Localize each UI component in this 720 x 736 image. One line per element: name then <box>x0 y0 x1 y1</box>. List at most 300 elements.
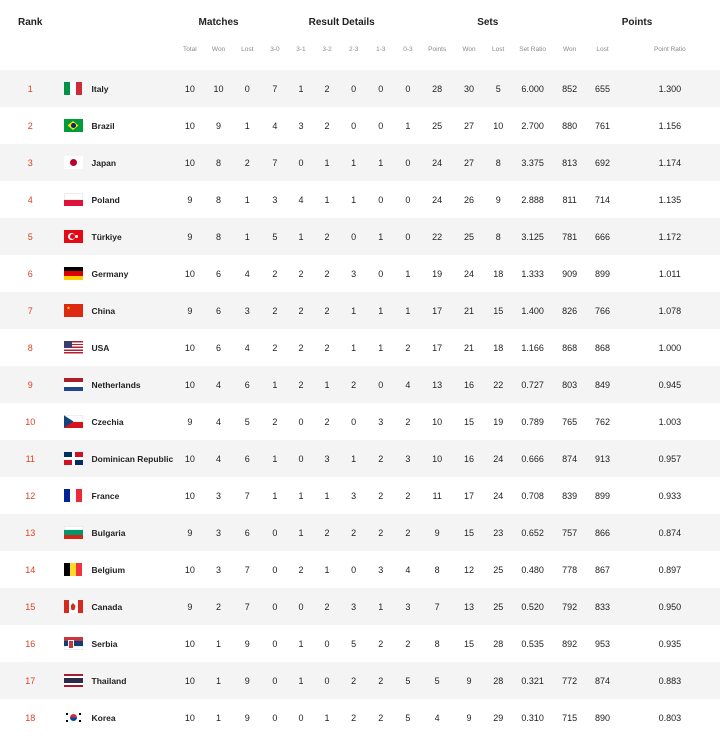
total-matches-cell: 9 <box>187 416 193 427</box>
result-3-1-cell: 0 <box>298 157 304 168</box>
canada-flag-icon <box>64 600 83 613</box>
result-2-3-header: 2-3 <box>348 46 359 53</box>
points-lost-cell: 692 <box>594 157 611 168</box>
total-matches-cell: 10 <box>184 638 195 649</box>
rank-cell: 9 <box>27 379 33 390</box>
points-won-cell: 868 <box>562 342 578 353</box>
matches-lost-cell: 9 <box>244 712 250 723</box>
table-row <box>0 292 720 329</box>
matches-lost-cell: 9 <box>244 638 250 649</box>
result-0-3-cell: 4 <box>405 379 411 390</box>
points-won-cell: 757 <box>562 527 578 538</box>
team-cell <box>61 144 176 181</box>
result-3-1-cell: 2 <box>298 564 304 575</box>
result-2-3-cell: 1 <box>351 305 357 316</box>
sets-won-cell: 12 <box>463 564 474 575</box>
points-lost-cell: 833 <box>594 601 611 612</box>
result-3-1-cell: 0 <box>298 453 304 464</box>
total-matches-cell: 10 <box>184 268 195 279</box>
points-won-header: Won <box>563 46 577 53</box>
table-row <box>0 255 720 292</box>
result-0-3-cell: 2 <box>405 342 411 353</box>
result-0-3-cell: 2 <box>405 490 411 501</box>
rank-cell: 15 <box>25 601 36 612</box>
result-3-1-cell: 1 <box>298 638 304 649</box>
team-name: Thailand <box>91 675 127 686</box>
result-3-0-cell: 2 <box>272 342 278 353</box>
rank-cell: 3 <box>27 157 33 168</box>
team-name: Bulgaria <box>91 527 126 538</box>
team-cell <box>61 366 176 403</box>
points-header: Points <box>621 16 653 28</box>
matches-lost-cell: 1 <box>244 120 250 131</box>
team-cell <box>61 625 176 662</box>
team-cell <box>61 403 176 440</box>
sets-won-cell: 16 <box>463 453 474 464</box>
total-matches-cell: 10 <box>184 379 195 390</box>
sets-won-cell: 15 <box>463 638 474 649</box>
rank-cell: 18 <box>25 712 36 723</box>
point-ratio-cell: 1.172 <box>658 231 682 242</box>
matches-won-cell: 9 <box>216 120 222 131</box>
result-1-3-cell: 2 <box>378 675 384 686</box>
result-points-cell: 17 <box>432 342 443 353</box>
result-points-cell: 19 <box>432 268 443 279</box>
result-3-2-cell: 3 <box>324 453 330 464</box>
result-3-0-cell: 0 <box>272 564 278 575</box>
total-matches-cell: 10 <box>184 675 195 686</box>
blank-subheader <box>0 44 61 70</box>
sets-lost-cell: 29 <box>493 712 504 723</box>
points-won-cell: 792 <box>562 601 578 612</box>
rank-cell: 16 <box>25 638 36 649</box>
team-name: Italy <box>91 83 109 94</box>
result-2-3-cell: 5 <box>351 638 357 649</box>
result-3-2-cell: 1 <box>324 564 330 575</box>
result-0-3-header: 0-3 <box>403 46 413 53</box>
sets-lost-cell: 19 <box>493 416 504 427</box>
total-matches-header: Total <box>183 46 197 53</box>
result-1-3-cell: 0 <box>378 268 384 279</box>
standings-body <box>0 70 720 736</box>
matches-lost-cell: 1 <box>244 194 250 205</box>
result-3-1-cell: 1 <box>298 231 304 242</box>
team-name: Brazil <box>91 120 115 131</box>
points-won-cell: 880 <box>562 120 578 131</box>
point-ratio-cell: 1.003 <box>658 416 682 427</box>
sets-won-cell: 26 <box>463 194 474 205</box>
result-3-1-cell: 3 <box>298 120 304 131</box>
points-lost-cell: 761 <box>594 120 611 131</box>
sets-header: Sets <box>477 16 499 28</box>
matches-lost-cell: 5 <box>244 416 250 427</box>
table-row <box>0 403 720 440</box>
result-3-0-header: 3-0 <box>270 46 280 53</box>
result-3-2-cell: 2 <box>324 83 330 94</box>
point-ratio-cell: 0.935 <box>658 638 682 649</box>
set-ratio-cell: 0.708 <box>521 490 544 501</box>
sets-won-cell: 15 <box>463 416 474 427</box>
points-lost-cell: 899 <box>594 490 611 501</box>
result-3-2-cell: 2 <box>324 305 330 316</box>
result-0-3-cell: 3 <box>405 453 411 464</box>
result-1-3-cell: 2 <box>378 527 384 538</box>
rank-cell: 4 <box>27 194 33 205</box>
result-2-3-cell: 0 <box>351 120 357 131</box>
czechia-flag-icon <box>64 415 83 428</box>
matches-won-cell: 1 <box>216 712 222 723</box>
points-won-cell: 803 <box>562 379 578 390</box>
result-2-3-cell: 2 <box>351 712 357 723</box>
result-3-1-cell: 2 <box>298 268 304 279</box>
set-ratio-cell: 0.666 <box>521 453 544 464</box>
sets-lost-cell: 25 <box>493 601 504 612</box>
matches-lost-header: Lost <box>241 46 254 53</box>
team-cell <box>61 514 176 551</box>
result-2-3-cell: 2 <box>351 527 357 538</box>
result-0-3-cell: 5 <box>405 712 411 723</box>
points-lost-cell: 849 <box>594 379 611 390</box>
rank-cell: 7 <box>27 305 33 316</box>
result-3-2-cell: 2 <box>324 268 330 279</box>
sets-lost-cell: 25 <box>493 564 504 575</box>
point-ratio-cell: 0.933 <box>658 490 682 501</box>
points-won-cell: 781 <box>562 231 578 242</box>
matches-won-cell: 10 <box>213 83 224 94</box>
result-1-3-cell: 2 <box>378 453 384 464</box>
table-row <box>0 588 720 625</box>
germany-flag-icon <box>64 267 83 280</box>
result-3-2-cell: 0 <box>324 675 330 686</box>
result-points-cell: 10 <box>432 453 443 464</box>
result-points-cell: 13 <box>432 379 443 390</box>
team-cell <box>61 662 176 699</box>
points-lost-cell: 890 <box>594 712 611 723</box>
matches-header: Matches <box>198 16 239 28</box>
team-name: USA <box>91 342 110 353</box>
result-1-3-cell: 0 <box>378 194 384 205</box>
result-3-1-cell: 1 <box>298 527 304 538</box>
result-points-cell: 8 <box>434 638 440 649</box>
set-ratio-cell: 0.727 <box>521 379 544 390</box>
result-1-3-cell: 2 <box>378 490 384 501</box>
result-2-3-cell: 3 <box>351 268 357 279</box>
result-0-3-cell: 2 <box>405 638 411 649</box>
result-3-2-cell: 1 <box>324 157 330 168</box>
result-2-3-cell: 3 <box>351 490 357 501</box>
points-lost-cell: 874 <box>594 675 611 686</box>
matches-won-cell: 6 <box>216 268 222 279</box>
table-row <box>0 70 720 107</box>
result-2-3-cell: 1 <box>351 194 357 205</box>
result-3-2-cell: 0 <box>324 638 330 649</box>
team-name: Czechia <box>91 416 124 427</box>
point-ratio-cell: 1.011 <box>658 268 681 279</box>
sets-lost-cell: 8 <box>495 231 501 242</box>
result-1-3-cell: 0 <box>378 83 384 94</box>
result-2-3-cell: 1 <box>351 157 357 168</box>
rank-cell: 1 <box>27 83 33 94</box>
netherlands-flag-icon <box>64 378 83 391</box>
rank-cell: 14 <box>25 564 36 575</box>
table-row <box>0 477 720 514</box>
points-won-cell: 852 <box>562 83 578 94</box>
blank-subheader <box>61 44 176 70</box>
point-ratio-cell: 1.135 <box>658 194 682 205</box>
result-details-header: Result Details <box>308 16 375 28</box>
point-ratio-cell: 0.950 <box>658 601 682 612</box>
turkiye-flag-icon <box>64 230 83 243</box>
result-3-1-cell: 4 <box>298 194 304 205</box>
total-matches-cell: 10 <box>184 342 195 353</box>
matches-lost-cell: 4 <box>244 342 250 353</box>
result-0-3-cell: 1 <box>405 120 411 131</box>
points-lost-cell: 714 <box>594 194 611 205</box>
table-row <box>0 181 720 218</box>
result-1-3-cell: 2 <box>378 638 384 649</box>
table-row <box>0 440 720 477</box>
matches-won-cell: 4 <box>216 416 222 427</box>
japan-flag-icon <box>64 156 83 169</box>
result-1-3-cell: 1 <box>378 305 384 316</box>
matches-lost-cell: 3 <box>244 305 250 316</box>
total-matches-cell: 10 <box>184 83 195 94</box>
rank-cell: 2 <box>27 120 33 131</box>
result-1-3-cell: 3 <box>378 416 384 427</box>
matches-won-cell: 3 <box>216 564 222 575</box>
result-3-1-cell: 1 <box>298 675 304 686</box>
set-ratio-cell: 1.400 <box>521 305 544 316</box>
set-ratio-cell: 0.321 <box>521 675 544 686</box>
rank-cell: 12 <box>25 490 36 501</box>
points-won-cell: 826 <box>562 305 578 316</box>
result-3-2-cell: 2 <box>324 120 330 131</box>
result-3-0-cell: 2 <box>272 305 278 316</box>
points-won-cell: 715 <box>562 712 578 723</box>
point-ratio-cell: 1.078 <box>658 305 682 316</box>
result-0-3-cell: 1 <box>405 268 411 279</box>
team-header <box>61 0 176 44</box>
result-0-3-cell: 4 <box>405 564 411 575</box>
result-3-1-cell: 1 <box>298 83 304 94</box>
result-1-3-cell: 0 <box>378 120 384 131</box>
points-lost-cell: 867 <box>594 564 611 575</box>
matches-won-cell: 6 <box>216 342 222 353</box>
result-points-cell: 7 <box>434 601 440 612</box>
thailand-flag-icon <box>64 674 83 687</box>
set-ratio-cell: 0.520 <box>521 601 544 612</box>
points-lost-cell: 899 <box>594 268 611 279</box>
matches-lost-cell: 1 <box>244 231 250 242</box>
usa-flag-icon <box>64 341 83 354</box>
points-won-cell: 813 <box>562 157 578 168</box>
sets-won-cell: 25 <box>463 231 474 242</box>
points-lost-cell: 913 <box>594 453 611 464</box>
total-matches-cell: 9 <box>187 231 193 242</box>
china-flag-icon <box>64 304 83 317</box>
result-0-3-cell: 3 <box>405 601 411 612</box>
points-lost-cell: 766 <box>594 305 611 316</box>
matches-won-cell: 8 <box>216 194 222 205</box>
result-points-cell: 10 <box>432 416 443 427</box>
result-3-2-cell: 2 <box>324 416 330 427</box>
sets-won-cell: 9 <box>466 712 472 723</box>
team-name: Türkiye <box>91 231 122 242</box>
points-won-cell: 874 <box>562 453 578 464</box>
result-points-cell: 25 <box>432 120 443 131</box>
total-matches-cell: 10 <box>184 453 195 464</box>
point-ratio-cell: 1.000 <box>658 342 682 353</box>
team-cell <box>61 588 176 625</box>
result-0-3-cell: 0 <box>405 157 411 168</box>
result-3-2-cell: 2 <box>324 231 330 242</box>
result-1-3-cell: 1 <box>378 231 384 242</box>
result-2-3-cell: 1 <box>351 342 357 353</box>
team-cell <box>61 107 176 144</box>
points-won-cell: 765 <box>562 416 578 427</box>
point-ratio-cell: 0.874 <box>658 527 682 538</box>
result-3-0-cell: 3 <box>272 194 278 205</box>
matches-won-cell: 6 <box>216 305 222 316</box>
result-3-0-cell: 0 <box>272 712 278 723</box>
result-3-1-cell: 1 <box>298 490 304 501</box>
result-3-1-cell: 2 <box>298 379 304 390</box>
set-ratio-cell: 6.000 <box>521 83 544 94</box>
total-matches-cell: 9 <box>187 527 193 538</box>
set-ratio-cell: 0.480 <box>521 564 544 575</box>
result-2-3-cell: 0 <box>351 231 357 242</box>
rank-header: Rank <box>18 16 43 28</box>
team-cell <box>61 70 176 107</box>
rank-cell: 6 <box>27 268 33 279</box>
result-0-3-cell: 0 <box>405 231 411 242</box>
team-cell <box>61 218 176 255</box>
result-1-3-cell: 1 <box>378 157 384 168</box>
rank-cell: 17 <box>25 675 36 686</box>
table-row <box>0 107 720 144</box>
sets-won-cell: 27 <box>463 157 474 168</box>
table-row <box>0 218 720 255</box>
result-3-0-cell: 0 <box>272 527 278 538</box>
point-ratio-header: Point Ratio <box>653 46 686 53</box>
france-flag-icon <box>64 489 83 502</box>
result-2-3-cell: 0 <box>351 83 357 94</box>
table-row <box>0 551 720 588</box>
points-won-cell: 772 <box>562 675 578 686</box>
team-name: Poland <box>91 194 120 205</box>
result-3-2-cell: 1 <box>324 194 330 205</box>
result-0-3-cell: 0 <box>405 83 411 94</box>
point-ratio-cell: 0.883 <box>658 675 682 686</box>
set-ratio-cell: 1.166 <box>521 342 544 353</box>
result-1-3-cell: 1 <box>378 601 384 612</box>
points-won-cell: 839 <box>562 490 578 501</box>
result-points-cell: 8 <box>434 564 440 575</box>
serbia-flag-icon <box>64 637 83 650</box>
result-3-2-header: 3-2 <box>322 46 332 53</box>
sets-won-cell: 16 <box>463 379 474 390</box>
table-row <box>0 144 720 181</box>
sub-header-row <box>0 44 720 70</box>
result-0-3-cell: 0 <box>405 194 411 205</box>
point-ratio-cell: 0.945 <box>658 379 682 390</box>
italy-flag-icon <box>64 82 83 95</box>
result-points-cell: 24 <box>432 194 443 205</box>
result-3-0-cell: 7 <box>272 157 278 168</box>
set-ratio-cell: 0.310 <box>521 712 544 723</box>
matches-lost-cell: 7 <box>244 564 250 575</box>
point-ratio-cell: 1.174 <box>658 157 682 168</box>
result-0-3-cell: 2 <box>405 527 411 538</box>
points-won-cell: 811 <box>562 194 577 205</box>
poland-flag-icon <box>64 193 83 206</box>
result-3-1-cell: 2 <box>298 305 304 316</box>
set-ratio-cell: 2.888 <box>521 194 544 205</box>
total-matches-cell: 10 <box>184 120 195 131</box>
matches-lost-cell: 6 <box>244 453 250 464</box>
result-3-0-cell: 5 <box>272 231 278 242</box>
result-3-2-cell: 1 <box>324 490 330 501</box>
table-row <box>0 366 720 403</box>
sets-won-cell: 30 <box>463 83 474 94</box>
korea-flag-icon <box>64 711 83 724</box>
result-3-0-cell: 2 <box>272 416 278 427</box>
result-2-3-cell: 3 <box>351 601 357 612</box>
result-3-1-cell: 0 <box>298 712 304 723</box>
result-3-0-cell: 7 <box>272 83 278 94</box>
result-3-2-cell: 1 <box>324 379 330 390</box>
matches-lost-cell: 7 <box>244 601 250 612</box>
team-cell <box>61 329 176 366</box>
points-lost-header: Lost <box>596 46 609 53</box>
sets-lost-cell: 5 <box>495 83 501 94</box>
team-name: Belgium <box>91 564 126 575</box>
rank-cell: 11 <box>25 453 35 464</box>
result-2-3-cell: 2 <box>351 675 357 686</box>
matches-won-cell: 1 <box>216 675 222 686</box>
table-row <box>0 514 720 551</box>
team-name: Canada <box>91 601 123 612</box>
point-ratio-cell: 1.156 <box>658 120 682 131</box>
team-name: Japan <box>91 157 117 168</box>
result-3-2-cell: 2 <box>324 342 330 353</box>
team-name: France <box>91 490 120 501</box>
points-won-cell: 909 <box>562 268 578 279</box>
team-name: Dominican Republic <box>91 453 174 464</box>
result-3-2-cell: 2 <box>324 601 330 612</box>
matches-won-cell: 4 <box>216 379 222 390</box>
result-2-3-cell: 1 <box>351 453 357 464</box>
result-1-3-cell: 3 <box>378 564 384 575</box>
total-matches-cell: 9 <box>187 601 193 612</box>
table-row <box>0 699 720 736</box>
sets-lost-cell: 10 <box>493 120 504 131</box>
set-ratio-cell: 0.535 <box>521 638 544 649</box>
result-1-3-cell: 0 <box>378 379 384 390</box>
result-3-1-cell: 0 <box>298 601 304 612</box>
sets-lost-cell: 28 <box>493 675 504 686</box>
result-3-0-cell: 2 <box>272 268 278 279</box>
sets-lost-cell: 28 <box>493 638 504 649</box>
result-points-cell: 9 <box>434 527 440 538</box>
brazil-flag-icon <box>64 119 83 132</box>
result-3-0-cell: 1 <box>272 490 278 501</box>
sets-lost-header: Lost <box>492 46 505 53</box>
result-2-3-cell: 0 <box>351 564 357 575</box>
result-points-cell: 17 <box>432 305 443 316</box>
points-lost-cell: 655 <box>594 83 611 94</box>
point-ratio-cell: 1.300 <box>658 83 682 94</box>
